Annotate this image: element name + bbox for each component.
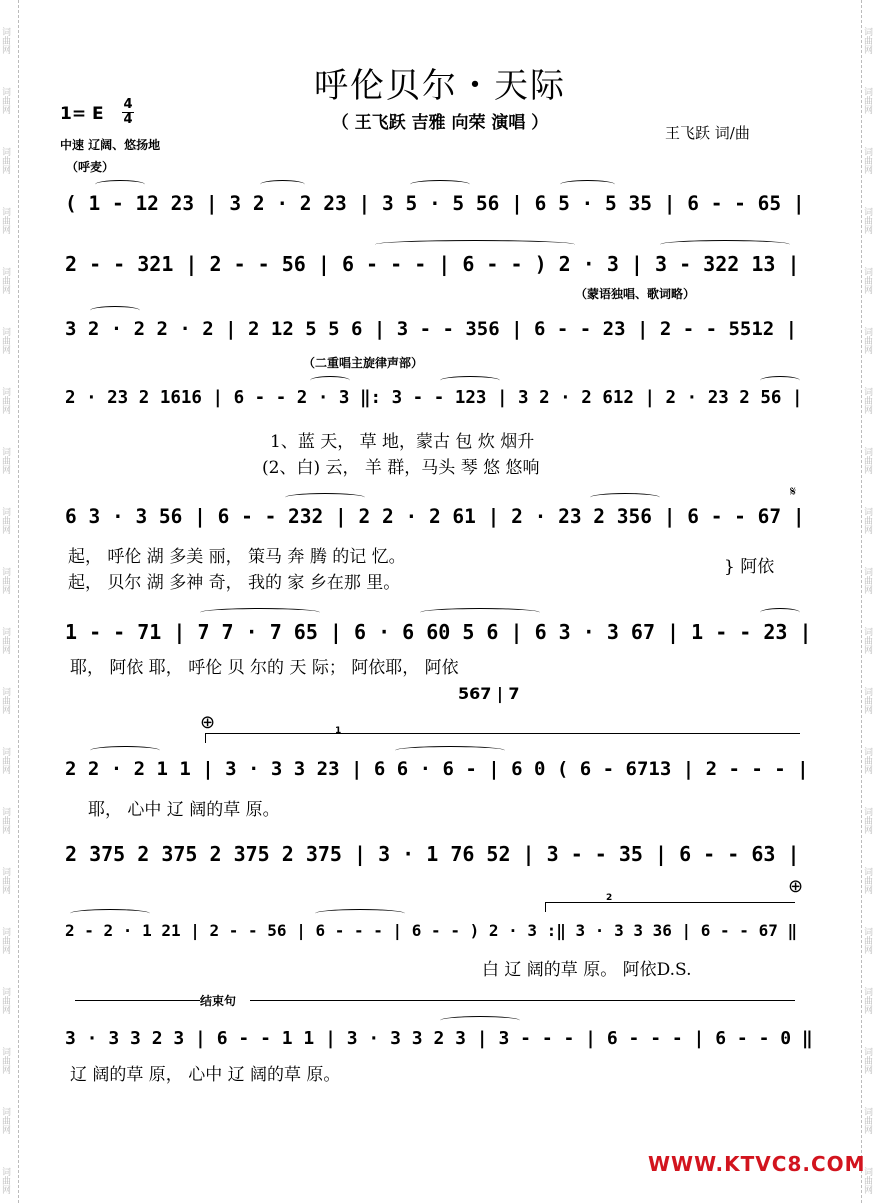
watermark-text: 词曲网 <box>862 626 872 654</box>
watermark-text: 词曲网 <box>0 266 10 294</box>
volta-bracket-2 <box>545 902 546 912</box>
alternate-notes: 567 | 7 <box>458 684 520 703</box>
coda-icon: ⊕ <box>200 712 216 733</box>
slur <box>90 746 160 755</box>
staff-row-10: 3 · 3 3 2 3 | 6 - - 1 1 | 3 · 3 3 2 3 | 3 - - - | 6 - - - | 6 - - 0 ‖ <box>65 1028 813 1049</box>
volta-line-2 <box>545 902 795 903</box>
time-signature: 4 4 <box>123 97 133 127</box>
watermark-text: 词曲网 <box>0 1166 10 1194</box>
watermark-text: 词曲网 <box>0 626 10 654</box>
volta-number-1: 1 <box>335 726 342 736</box>
watermark-text: 词曲网 <box>862 1046 872 1074</box>
lyric-line-5b: 起， 贝尔 湖 多神 奇， 我的 家 乡在那 里。 <box>68 573 401 593</box>
volta-number-2: 2 <box>606 893 613 903</box>
staff-row-4: 2 · 23 2 1616 | 6 - - 2 · 3 ‖: 3 - - 123 | 3 2 · 2 612 | 2 · 23 2 56 | <box>65 388 803 408</box>
slur <box>760 376 800 385</box>
slur <box>760 608 800 617</box>
slur <box>660 240 790 249</box>
slur <box>70 909 150 918</box>
watermark-text: 词曲网 <box>862 26 872 54</box>
watermark-text: 词曲网 <box>862 866 872 894</box>
slur <box>260 180 305 189</box>
slur <box>95 180 145 189</box>
watermark-text: 词曲网 <box>0 686 10 714</box>
watermark-text: 词曲网 <box>862 746 872 774</box>
tempo-marking: 中速 辽阔、悠扬地 <box>60 138 161 152</box>
slur <box>440 1016 520 1025</box>
slur <box>375 240 575 249</box>
solo-note: （蒙语独唱、歌词略） <box>575 287 696 301</box>
watermark-text: 词曲网 <box>862 206 872 234</box>
watermark-text: 词曲网 <box>862 506 872 534</box>
right-watermark-strip <box>861 0 880 1203</box>
staff-row-2: 2 - - 321 | 2 - - 56 | 6 - - - | 6 - - ) 2 · 3 | 3 - 322 13 | <box>65 252 800 276</box>
left-watermark-strip <box>0 0 19 1203</box>
watermark-text: 词曲网 <box>0 566 10 594</box>
instrument-note: （呼麦） <box>66 160 115 174</box>
staff-row-1: ( 1 - 12 23 | 3 2 · 2 23 | 3 5 · 5 56 | 6 5 · 5 35 | 6 - - 65 | <box>65 192 805 215</box>
site-logo: WWW.KTVC8.COM <box>648 1152 866 1176</box>
watermark-text: 词曲网 <box>0 386 10 414</box>
composer-credit: 王飞跃 词/曲 <box>665 124 750 142</box>
watermark-text: 词曲网 <box>0 1046 10 1074</box>
watermark-text: 词曲网 <box>0 806 10 834</box>
watermark-text: 词曲网 <box>0 1106 10 1134</box>
watermark-text: 词曲网 <box>0 926 10 954</box>
lyric-line-5a: 起， 呼伦 湖 多美 丽， 策马 奔 腾 的记 忆。 <box>68 547 406 567</box>
lyric-line-4a: 1、蓝 天， 草 地，蒙古 包 炊 烟升 <box>270 432 535 452</box>
ending-line-right <box>250 1000 795 1001</box>
slur <box>440 376 500 385</box>
segno-icon: 𝄋 <box>790 484 797 500</box>
watermark-text: 词曲网 <box>0 866 10 894</box>
staff-row-3: 3 2 · 2 2 · 2 | 2 12 5 5 6 | 3 - - 356 | 6 - - 23 | 2 - - 5512 | <box>65 318 798 340</box>
watermark-text: 词曲网 <box>862 86 872 114</box>
watermark-text: 词曲网 <box>862 806 872 834</box>
lyric-line-4b: (2、白) 云， 羊 群，马头 琴 悠 悠响 <box>262 458 540 478</box>
watermark-text: 词曲网 <box>862 446 872 474</box>
staff-row-7: 2 2 · 2 1 1 | 3 · 3 3 23 | 6 6 · 6 - | 6 0 ( 6 - 6713 | 2 - - - | <box>65 758 809 780</box>
watermark-text: 词曲网 <box>862 566 872 594</box>
watermark-text: 词曲网 <box>0 506 10 534</box>
watermark-text: 词曲网 <box>862 146 872 174</box>
watermark-text: 词曲网 <box>862 986 872 1014</box>
watermark-text: 词曲网 <box>862 386 872 414</box>
slur <box>90 306 140 315</box>
volta-line-1 <box>205 733 800 734</box>
watermark-text: 词曲网 <box>862 1106 872 1134</box>
watermark-text: 词曲网 <box>0 206 10 234</box>
slur <box>560 180 615 189</box>
watermark-text: 词曲网 <box>0 26 10 54</box>
watermark-text: 词曲网 <box>862 926 872 954</box>
slur <box>590 493 660 502</box>
slur <box>410 180 470 189</box>
lyric-line-7: 耶， 心中 辽 阔的草 原。 <box>88 800 280 820</box>
staff-row-9: 2 - 2 · 1 21 | 2 - - 56 | 6 - - - | 6 - - ) 2 · 3 :‖ 3 · 3 3 36 | 6 - - 67 ‖ <box>65 921 798 940</box>
watermark-text: 词曲网 <box>0 146 10 174</box>
singers: （ 王飞跃 吉雅 向荣 演唱 ） <box>331 113 549 133</box>
staff-row-8: 2 375 2 375 2 375 2 375 | 3 · 1 76 52 | 3 - - 35 | 6 - - 63 | <box>65 842 800 866</box>
staff-row-6: 1 - - 71 | 7 7 · 7 65 | 6 · 6 60 5 6 | 6 3 · 3 67 | 1 - - 23 | <box>65 620 812 644</box>
coda-icon-2: ⊕ <box>788 876 804 897</box>
watermark-text: 词曲网 <box>0 326 10 354</box>
slur <box>395 746 505 755</box>
ending-line-left <box>75 1000 200 1001</box>
watermark-text: 词曲网 <box>862 266 872 294</box>
volta-bracket <box>205 733 206 743</box>
lyric-line-5c: } 阿依 <box>724 557 775 577</box>
watermark-text: 词曲网 <box>0 446 10 474</box>
watermark-text: 词曲网 <box>0 86 10 114</box>
key-signature: 1= E <box>60 104 104 124</box>
slur <box>420 608 540 617</box>
watermark-text: 词曲网 <box>0 746 10 774</box>
ending-label: 结束句 <box>200 994 237 1008</box>
slur <box>310 376 350 385</box>
watermark-text: 词曲网 <box>862 686 872 714</box>
watermark-text: 词曲网 <box>862 1166 872 1194</box>
lyric-line-6: 耶， 阿依 耶， 呼伦 贝 尔的 天 际； 阿依耶， 阿依 <box>70 658 459 678</box>
watermark-text: 词曲网 <box>0 986 10 1014</box>
song-title: 呼伦贝尔・天际 <box>314 66 566 106</box>
watermark-text: 词曲网 <box>862 326 872 354</box>
duet-note: （二重唱主旋律声部） <box>303 356 424 370</box>
slur <box>285 493 365 502</box>
slur <box>200 608 320 617</box>
slur <box>315 909 405 918</box>
staff-row-5: 6 3 · 3 56 | 6 - - 232 | 2 2 · 2 61 | 2 · 23 2 356 | 6 - - 67 | <box>65 505 805 528</box>
lyric-line-9: 白 辽 阔的草 原。 阿依D.S. <box>482 960 692 980</box>
lyric-line-10: 辽 阔的草 原， 心中 辽 阔的草 原。 <box>70 1065 341 1085</box>
